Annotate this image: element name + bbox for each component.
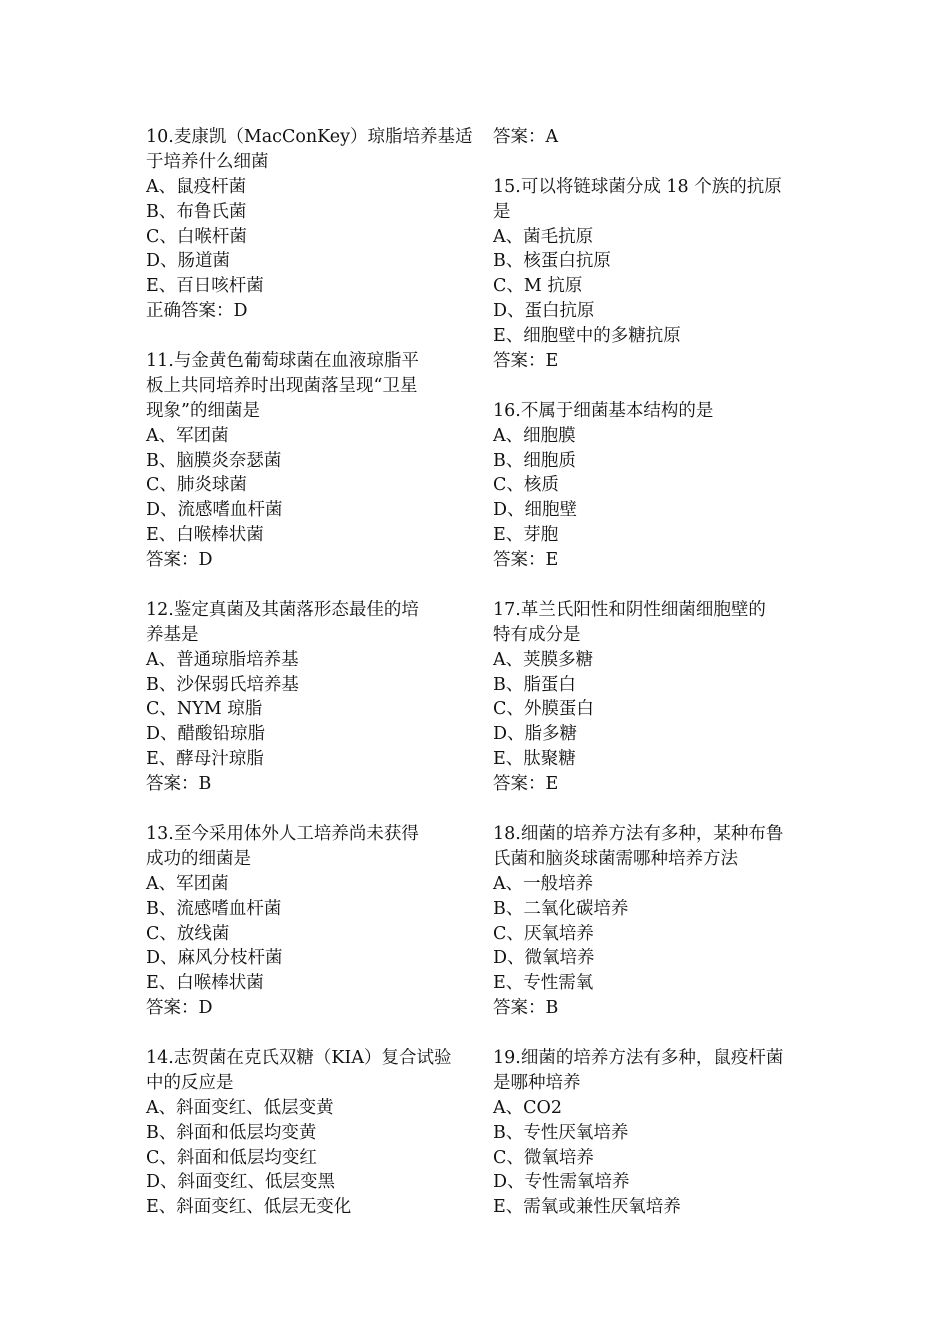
spacer (146, 1021, 476, 1046)
answer-option: A、军团菌 (146, 873, 229, 894)
answer-option: B、布鲁氏菌 (146, 201, 247, 222)
question-stem: 18.细菌的培养方法有多种，某种布鲁 (493, 823, 784, 844)
answer-option: E、芽胞 (493, 525, 559, 546)
question-block (146, 349, 476, 573)
answer-option: A、CO2 (493, 1097, 563, 1118)
question-stem: 14.志贺菌在克氏双糖（KIA）复合试验 (146, 1047, 452, 1068)
answer-option: B、二氧化碳培养 (493, 898, 629, 919)
answer-option: C、微氧培养 (493, 1147, 594, 1168)
answer-option: E、需氧或兼性厌氧培养 (493, 1197, 681, 1218)
answer-option: B、沙保弱氏培养基 (146, 674, 299, 695)
answer-option: B、流感嗜血杆菌 (146, 898, 282, 919)
question-stem: 11.与金黄色葡萄球菌在血液琼脂平 (146, 351, 419, 372)
answer-option: E、白喉棒状菌 (146, 973, 264, 994)
answer-option: A、细胞膜 (493, 425, 576, 446)
correct-answer: 答案：E (493, 550, 559, 571)
question-block (493, 598, 823, 797)
answer-option: B、脑膜炎奈瑟菌 (146, 450, 282, 471)
answer-option: A、鼠疫杆菌 (146, 176, 247, 197)
answer-option: E、细胞壁中的多糖抗原 (493, 326, 681, 347)
answer-option: C、NYM 琼脂 (146, 699, 263, 720)
correct-answer: 答案：B (146, 774, 212, 795)
question-block (493, 1046, 823, 1220)
question-block (146, 1046, 476, 1220)
question-stem: 成功的细菌是 (146, 848, 251, 869)
question-stem: 是哪种培养 (493, 1072, 581, 1093)
spacer (493, 573, 823, 598)
answer-option: E、肽聚糖 (493, 749, 576, 770)
question-stem: 15.可以将链球菌分成 18 个族的抗原 (493, 176, 782, 197)
answer-option: D、脂多糖 (493, 724, 578, 745)
answer-option: B、核蛋白抗原 (493, 251, 611, 272)
answer-option: C、斜面和低层均变红 (146, 1147, 317, 1168)
answer-option: B、细胞质 (493, 450, 576, 471)
left-column (146, 125, 476, 1220)
answer-option: D、肠道菌 (146, 251, 231, 272)
answer-option: E、白喉棒状菌 (146, 525, 264, 546)
question-stem: 板上共同培养时出现菌落呈现“卫星 (146, 375, 418, 396)
correct-answer: 答案：E (493, 774, 559, 795)
answer-option: B、斜面和低层均变黄 (146, 1122, 317, 1143)
spacer (146, 324, 476, 349)
answer-option: A、军团菌 (146, 425, 229, 446)
correct-answer: 答案：D (146, 550, 213, 571)
question-block (146, 598, 476, 797)
answer-option: B、脂蛋白 (493, 674, 576, 695)
question-stem: 13.至今采用体外人工培养尚未获得 (146, 823, 419, 844)
question-stem: 中的反应是 (146, 1072, 234, 1093)
question-stem: 特有成分是 (493, 624, 581, 645)
question-block (493, 399, 823, 573)
correct-answer: 答案：D (146, 998, 213, 1019)
question-block (146, 822, 476, 1021)
correct-answer: 正确答案：D (146, 301, 248, 322)
answer-option: E、酵母汁琼脂 (146, 749, 264, 770)
spacer (493, 150, 823, 175)
question-stem: 17.革兰氏阳性和阴性细菌细胞壁的 (493, 599, 766, 620)
spacer (146, 573, 476, 598)
answer-option: C、外膜蛋白 (493, 699, 594, 720)
answer-option: C、厌氧培养 (493, 923, 594, 944)
spacer (493, 1021, 823, 1046)
question-block (493, 125, 823, 150)
answer-option: A、一般培养 (493, 873, 594, 894)
spacer (493, 797, 823, 822)
answer-option: A、荚膜多糖 (493, 649, 594, 670)
question-block (493, 822, 823, 1021)
answer-option: D、斜面变红、低层变黑 (146, 1172, 336, 1193)
answer-option: C、核质 (493, 475, 559, 496)
answer-option: C、放线菌 (146, 923, 230, 944)
spacer (493, 374, 823, 399)
question-stem: 19.细菌的培养方法有多种，鼠疫杆菌 (493, 1047, 784, 1068)
answer-option: D、醋酸铅琼脂 (146, 724, 266, 745)
answer-option: E、百日咳杆菌 (146, 276, 264, 297)
correct-answer: 答案：E (493, 351, 559, 372)
question-stem: 10.麦康凯（MacConKey）琼脂培养基适 (146, 127, 473, 147)
spacer (146, 797, 476, 822)
question-block (146, 125, 476, 324)
question-stem: 养基是 (146, 624, 199, 645)
question-stem: 12.鉴定真菌及其菌落形态最佳的培 (146, 599, 419, 620)
correct-answer: 答案：A (493, 127, 559, 147)
question-block (493, 175, 823, 374)
answer-option: D、细胞壁 (493, 500, 578, 521)
answer-option: D、麻风分枝杆菌 (146, 948, 283, 969)
question-stem: 氏菌和脑炎球菌需哪种培养方法 (493, 848, 738, 869)
answer-option: A、菌毛抗原 (493, 226, 594, 247)
answer-option: D、专性需氧培养 (493, 1172, 630, 1193)
answer-option: A、斜面变红、低层变黄 (146, 1097, 334, 1118)
answer-option: B、专性厌氧培养 (493, 1122, 629, 1143)
question-stem: 是 (493, 201, 511, 222)
answer-option: E、斜面变红、低层无变化 (146, 1197, 352, 1218)
answer-option: A、普通琼脂培养基 (146, 649, 299, 670)
question-stem: 于培养什么细菌 (146, 151, 269, 172)
answer-option: D、微氧培养 (493, 948, 595, 969)
question-stem: 16.不属于细菌基本结构的是 (493, 400, 714, 421)
answer-option: C、M 抗原 (493, 276, 583, 297)
correct-answer: 答案：B (493, 998, 559, 1019)
answer-option: D、蛋白抗原 (493, 301, 595, 322)
answer-option: C、肺炎球菌 (146, 475, 247, 496)
right-column (493, 125, 823, 1220)
question-stem: 现象”的细菌是 (146, 400, 260, 421)
answer-option: D、流感嗜血杆菌 (146, 500, 283, 521)
answer-option: E、专性需氧 (493, 973, 594, 994)
answer-option: C、白喉杆菌 (146, 226, 247, 247)
